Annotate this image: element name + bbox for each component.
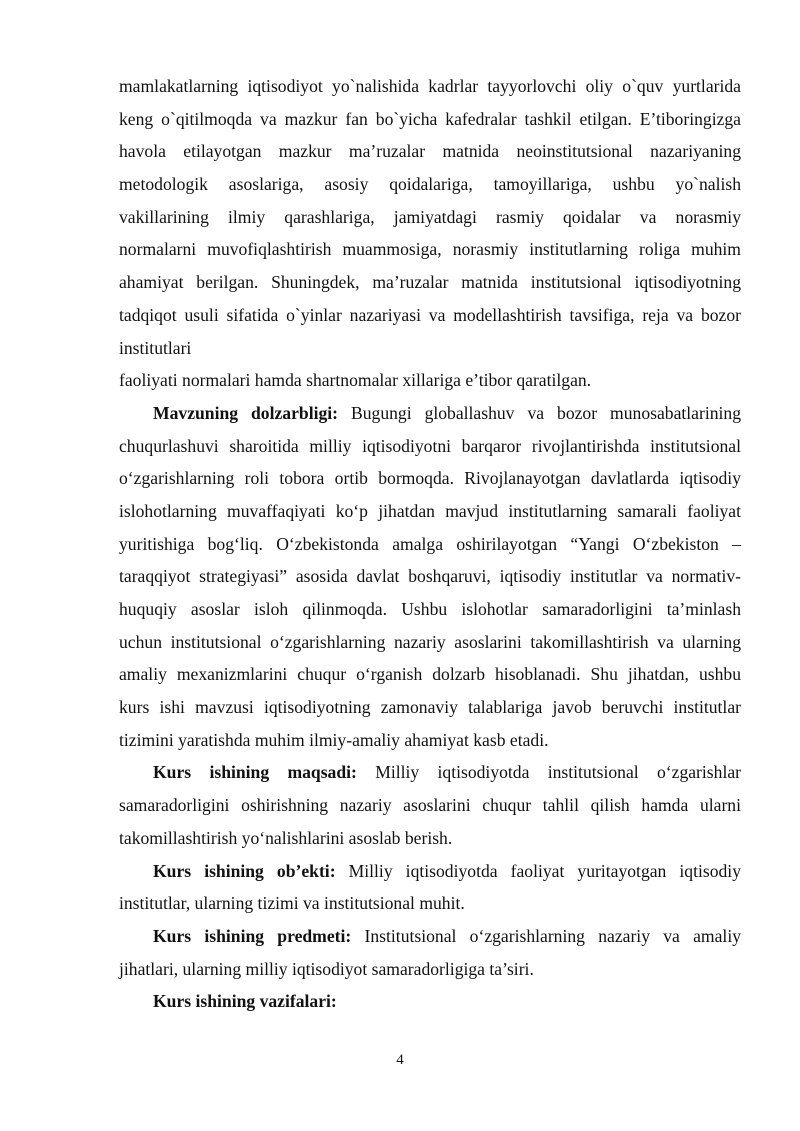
line-text: amaliy mexanizmlarini chuqur o‘rganish dolzarb hisoblanadi. Shu jihatdan, ushbu [119, 664, 741, 685]
text-line [119, 724, 741, 757]
text-line [119, 168, 741, 201]
text-line [119, 70, 741, 103]
line-text: Milliy iqtisodiyotda faoliyat yuritayotgan iqtisodiy [335, 860, 741, 881]
text-line [119, 495, 741, 528]
text-line [119, 789, 741, 822]
line-text: Milliy iqtisodiyotda institutsional o‘zgarishlar [356, 762, 742, 783]
text-line [119, 985, 741, 1018]
section-heading-label: Mavzuning dolzarbligi: [153, 402, 339, 423]
line-text: kurs ishi mavzusi iqtisodiyotning zamonaviy talablariga javob beruvchi institutlar [119, 697, 741, 718]
text-line [119, 233, 741, 266]
text-line [119, 430, 741, 463]
line-text: islohotlarning muvaffaqiyati ko‘p jihatdan mavjud institutlarning samarali faoliyat [119, 500, 741, 521]
text-line [119, 299, 741, 332]
line-text: Institutsional o‘zgarishlarning nazariy va amaliy [351, 925, 741, 946]
line-text: chuqurlashuvi sharoitida milliy iqtisodiyotni barqaror rivojlantirishda institutsional [119, 435, 741, 456]
text-line [119, 560, 741, 593]
text-line [119, 593, 741, 626]
line-text: takomillashtirish yo‘nalishlarini asoslab berish. [119, 827, 453, 848]
line-text: metodologik asoslariga, asosiy qoidalariga, tamoyillariga, ushbu yo`nalish [119, 174, 741, 195]
line-text: havola etilayotgan mazkur ma’ruzalar matnida neoinstitutsional nazariyaning [119, 141, 741, 162]
line-text: uchun institutsional o‘zgarishlarning nazariy asoslarini takomillashtirish va ularning [119, 631, 741, 652]
section-heading-label: Kurs ishining ob’ekti: [153, 860, 336, 881]
line-text: mamlakatlarning iqtisodiyot yo`nalishida kadrlar tayyorlovchi oliy o`quv yurtlarida [119, 76, 741, 96]
line-text: keng o`qitilmoqda va mazkur fan bo`yicha kafedralar tashkil etilgan. E’tiboringizga [119, 108, 741, 129]
line-text: vakillarining ilmiy qarashlariga, jamiyatdagi rasmiy qoidalar va norasmiy [119, 206, 741, 227]
line-text: institutlari [119, 337, 192, 358]
text-line [119, 332, 741, 365]
text-line [119, 528, 741, 561]
section-heading-label: Kurs ishining predmeti: [153, 925, 352, 946]
text-line [119, 953, 741, 986]
text-line [119, 691, 741, 724]
line-text: yuritishiga bog‘liq. O‘zbekistonda amalga oshirilayotgan “Yangi O‘zbekiston – [119, 533, 741, 554]
text-line [119, 822, 741, 855]
line-text: Bugungi globallashuv va bozor munosabatlarining [338, 402, 742, 423]
line-text: tadqiqot usuli sifatida o`yinlar nazariyasi va modellashtirish tavsifiga, reja va bozor [119, 304, 741, 325]
line-text: samaradorligini oshirishning nazariy asoslarini chuqur tahlil qilish hamda ularni [119, 795, 741, 816]
text-line [119, 266, 741, 299]
text-line [119, 756, 741, 789]
line-text: ahamiyat berilgan. Shuningdek, ma’ruzalar matnida institutsional iqtisodiyotning [119, 272, 741, 293]
text-line [119, 103, 741, 136]
line-text: o‘zgarishlarning roli tobora ortib bormoqda. Rivojlanayotgan davlatlarda iqtisodiy [119, 468, 741, 489]
text-line [119, 920, 741, 953]
line-text: jihatlari, ularning milliy iqtisodiyot samaradorligiga ta’siri. [119, 958, 534, 979]
text-line [119, 626, 741, 659]
text-line [119, 658, 741, 691]
line-text: institutlar, ularning tizimi va institutsional muhit. [119, 893, 465, 914]
line-text: taraqqiyot strategiyasi” asosida davlat boshqaruvi, iqtisodiy institutlar va normativ- [119, 566, 741, 587]
text-line [119, 855, 741, 888]
line-text: tizimini yaratishda muhim ilmiy-amaliy ahamiyat kasb etadi. [119, 729, 549, 750]
line-text: huquqiy asoslar isloh qilinmoqda. Ushbu islohotlar samaradorligini ta’minlash [119, 599, 741, 619]
text-line [119, 887, 741, 920]
page-number: 4 [396, 1052, 404, 1068]
text-line [119, 397, 741, 430]
section-heading-label: Kurs ishining maqsadi: [153, 762, 357, 783]
text-line [119, 364, 741, 397]
section-heading-label: Kurs ishining vazifalari: [153, 991, 337, 1012]
text-line [119, 135, 741, 168]
document-body [119, 70, 741, 1018]
text-line [119, 462, 741, 495]
line-text: normalarni muvofiqlashtirish muammosiga, norasmiy institutlarning roliga muhim [119, 239, 741, 260]
text-line [119, 201, 741, 234]
line-text: faoliyati normalari hamda shartnomalar xillariga e’tibor qaratilgan. [119, 370, 592, 391]
